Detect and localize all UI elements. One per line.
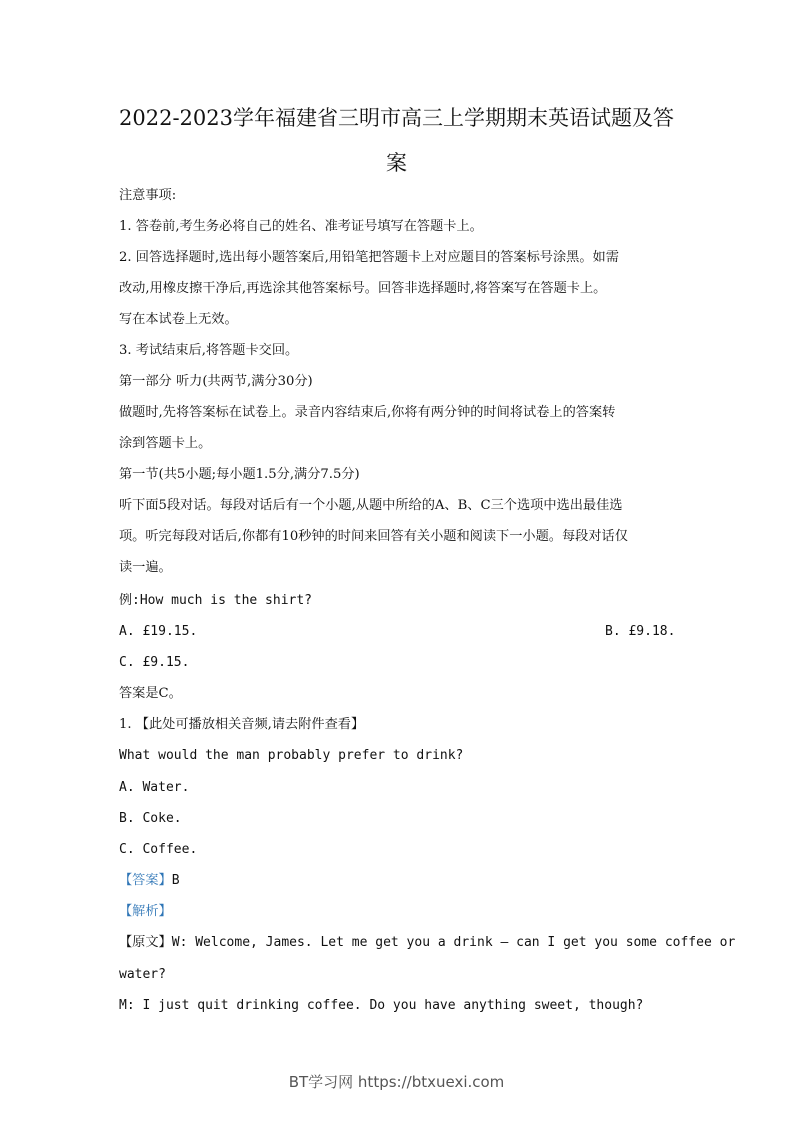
- question-1-text: What would the man probably prefer to drink?: [119, 748, 464, 763]
- question-1-option-c: C. Coffee.: [119, 842, 198, 857]
- section1-instruction-line-3: 读一遍。: [119, 560, 172, 575]
- notice-item-1: 1. 答卷前,考生务必将自己的姓名、准考证号填写在答题卡上。: [119, 219, 483, 234]
- section1-heading: 第一节(共5小题;每小题1.5分,满分7.5分): [119, 467, 360, 482]
- part1-instruction-line-1: 做题时,先将答案标在试卷上。录音内容结束后,你将有两分钟的时间将试卷上的答案转: [119, 405, 616, 420]
- part1-instruction-line-2: 涂到答题卡上。: [119, 436, 212, 451]
- answer-value: B: [171, 873, 180, 888]
- answer-tag: 【答案】: [119, 873, 172, 888]
- title-line-1: 2022-2023学年福建省三明市高三上学期期末英语试题及答: [119, 106, 674, 130]
- document-title: [100, 96, 693, 186]
- answer-row: [119, 872, 675, 890]
- question-1-label: 1. 【此处可播放相关音频,请去附件查看】: [119, 717, 365, 732]
- question-1-option-b: B. Coke.: [119, 811, 182, 826]
- example-option-a: A. £19.15.: [119, 624, 198, 639]
- footer-watermark: BT学习网 https://btxuexi.com: [288, 1073, 505, 1091]
- notice-item-2-line-1: 2. 回答选择题时,选出每小题答案后,用铅笔把答题卡上对应题目的答案标号涂黑。如需: [119, 250, 619, 265]
- section1-instruction-line-1: 听下面5段对话。每段对话后有一个小题,从题中所给的A、B、C三个选项中选出最佳选: [119, 498, 623, 513]
- notice-item-3: 3. 考试结束后,将答题卡交回。: [119, 343, 299, 358]
- example-question: 例:How much is the shirt?: [119, 593, 313, 608]
- title-line-2: 案: [386, 151, 407, 175]
- example-option-b: B. £9.18.: [605, 624, 676, 639]
- transcript-woman-line-1: W: Welcome, James. Let me get you a drink — can I get you some coffee or: [171, 935, 736, 950]
- part1-heading: 第一部分 听力(共两节,满分30分): [119, 374, 313, 389]
- transcript-tag: 【原文】: [119, 935, 172, 950]
- notice-item-2-line-2: 改动,用橡皮擦干净后,再选涂其他答案标号。回答非选择题时,将答案写在答题卡上。: [119, 281, 607, 296]
- section1-instruction-line-2: 项。听完每段对话后,你都有10秒钟的时间来回答有关小题和阅读下一小题。每段对话仅: [119, 529, 628, 544]
- example-options-row: [119, 623, 675, 641]
- analysis-tag: 【解析】: [119, 904, 172, 919]
- transcript-man-line: M: I just quit drinking coffee. Do you have anything sweet, though?: [119, 998, 644, 1013]
- question-1-option-a: A. Water.: [119, 780, 190, 795]
- transcript-row-1: [119, 934, 736, 952]
- notice-heading: 注意事项:: [119, 188, 177, 203]
- notice-item-2-line-3: 写在本试卷上无效。: [119, 312, 238, 327]
- transcript-woman-line-2: water?: [119, 967, 166, 982]
- example-option-c: C. £9.15.: [119, 655, 190, 670]
- example-answer: 答案是C。: [119, 686, 182, 701]
